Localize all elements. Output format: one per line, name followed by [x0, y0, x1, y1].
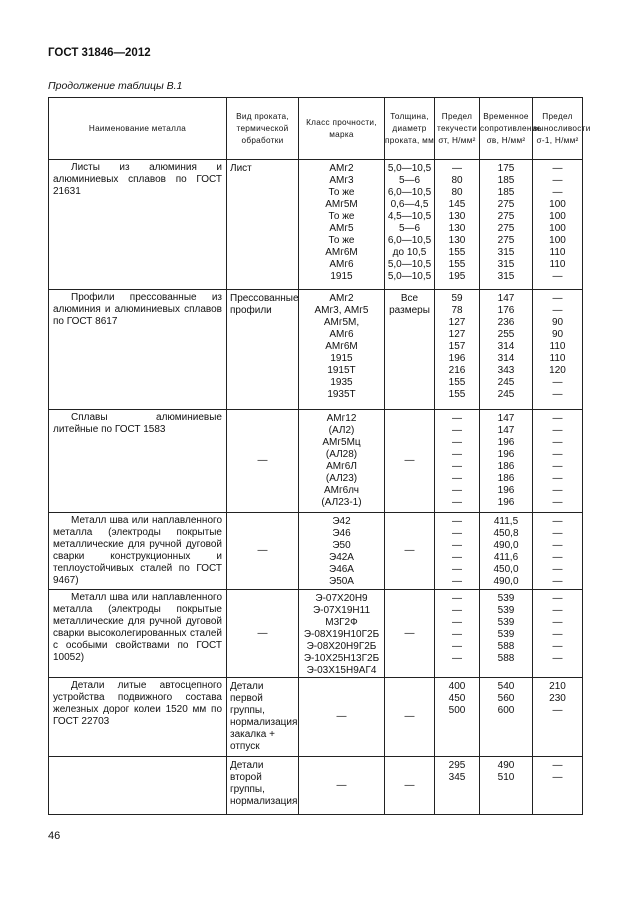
fatigue-value: 100 [549, 223, 566, 234]
grade-cell [299, 678, 385, 757]
thickness-value: 4,5—10,5 [387, 211, 432, 222]
metal-name-cell: Металл шва или наплавленного металла (электроды покрытые металлические для ручной дуговой сварки высоколегированных сталей с особыми свойствами по ГОСТ 10052) [49, 590, 227, 678]
grade-value: Э50 [332, 540, 351, 551]
yield-value: 127 [448, 329, 466, 340]
tensile-value: 450,0 [493, 564, 519, 575]
tensile-value: 539 [497, 629, 515, 640]
process-cell: — [227, 410, 299, 513]
yield-value: — [452, 413, 462, 424]
metal-name-cell: Листы из алюминия и алюминиевых сплавов по ГОСТ 21631 [49, 160, 227, 290]
grade-value: АМг3 [329, 175, 354, 186]
yield-value: — [452, 163, 462, 174]
fatigue-value: 230 [549, 693, 566, 704]
tensile-value: 588 [497, 641, 515, 652]
grade-value: (АЛ28) [325, 449, 358, 460]
tensile-value: 560 [497, 693, 515, 704]
yield-cell [435, 160, 480, 290]
yield-value: 155 [448, 247, 466, 258]
yield-value: — [452, 605, 462, 616]
table-row [49, 590, 583, 678]
header-yield: Предел текучести σт, Н/мм² [435, 98, 480, 160]
process-cell: Детали первой группы, нормализация закалка + отпуск [227, 678, 299, 757]
fatigue-value: — [552, 593, 563, 604]
grade-value: Э42А [329, 552, 354, 563]
yield-value: — [452, 593, 462, 604]
yield-value: — [452, 540, 462, 551]
fatigue-value: 110 [549, 341, 566, 352]
yield-value: — [452, 641, 462, 652]
tensile-value: 245 [497, 389, 515, 400]
metal-name-cell: Профили прессованные из алюминия и алюминиевых сплавов по ГОСТ 8617 [49, 290, 227, 410]
fatigue-value: — [552, 305, 563, 316]
grade-cell [299, 290, 385, 410]
tensile-value: 196 [497, 485, 515, 496]
fatigue-cell [533, 290, 583, 410]
thickness-value: 6,0—10,5 [387, 235, 432, 246]
fatigue-value: — [552, 552, 563, 563]
fatigue-value: — [552, 516, 563, 527]
grade-value: АМг6Л [326, 461, 357, 472]
tensile-value: 255 [497, 329, 515, 340]
fatigue-value: 100 [549, 235, 566, 246]
yield-value: 155 [448, 259, 466, 270]
table-row [49, 513, 583, 590]
table-row [49, 160, 583, 290]
yield-value: — [452, 437, 462, 448]
grade-value: Э-07Х20Н9 [315, 593, 368, 604]
tensile-value: 196 [497, 497, 515, 508]
grade-value: АМг6М [325, 247, 358, 258]
tensile-value: 147 [497, 425, 515, 436]
process-cell: — [227, 590, 299, 678]
grade-cell [299, 513, 385, 590]
yield-value: 196 [448, 353, 466, 364]
table-row [49, 757, 583, 815]
fatigue-value: — [552, 425, 563, 436]
grade-value: АМг6лч [323, 485, 360, 496]
fatigue-cell [533, 678, 583, 757]
tensile-value: 185 [497, 187, 515, 198]
grade-value: 1915 [330, 271, 353, 282]
grade-value: АМг5М [325, 199, 358, 210]
grade-value: АМг12 [326, 413, 357, 424]
fatigue-cell [533, 513, 583, 590]
fatigue-value: — [552, 413, 563, 424]
fatigue-value: — [552, 485, 563, 496]
tensile-cell [480, 678, 533, 757]
yield-value: 155 [448, 389, 466, 400]
yield-value: 130 [448, 211, 466, 222]
table-row [49, 410, 583, 513]
yield-value: 345 [448, 772, 466, 783]
tensile-value: 450,8 [493, 528, 519, 539]
thickness-value: — [404, 545, 415, 556]
properties-table [48, 97, 591, 815]
thickness-value: — [404, 779, 415, 791]
grade-value: (АЛ23) [325, 473, 358, 484]
metal-name-cell [49, 757, 227, 815]
header-fatigue: Предел выносливости σ-1, Н/мм² [533, 98, 583, 160]
yield-value: — [452, 552, 462, 563]
tensile-value: 176 [497, 305, 515, 316]
header-thickness: Толщина, диаметр проката, мм [385, 98, 435, 160]
grade-value: Э46А [329, 564, 354, 575]
thickness-cell [385, 590, 435, 678]
yield-value: 130 [448, 223, 466, 234]
tensile-value: 588 [497, 653, 515, 664]
grade-cell [299, 410, 385, 513]
fatigue-value: — [552, 772, 563, 783]
thickness-cell [385, 290, 435, 410]
fatigue-value: 110 [549, 247, 566, 258]
metal-name-cell: Сплавы алюминиевые литейные по ГОСТ 1583 [49, 410, 227, 513]
yield-value: 78 [451, 305, 463, 316]
tensile-value: 275 [497, 199, 515, 210]
fatigue-value: — [552, 473, 563, 484]
yield-cell [435, 678, 480, 757]
thickness-value: 5,0—10,5 [387, 259, 432, 270]
yield-value: — [452, 564, 462, 575]
fatigue-value: — [552, 497, 563, 508]
grade-value: 1915Т [327, 365, 356, 376]
fatigue-value: — [552, 293, 563, 304]
process-cell: Прессованные профили [227, 290, 299, 410]
fatigue-value: — [552, 175, 563, 186]
fatigue-value: 120 [549, 365, 566, 376]
grade-cell [299, 757, 385, 815]
fatigue-cell [533, 160, 583, 290]
grade-value: Э46 [332, 528, 351, 539]
yield-value: 500 [448, 705, 466, 716]
fatigue-value: — [552, 629, 563, 640]
yield-value: — [452, 629, 462, 640]
tensile-cell [480, 590, 533, 678]
fatigue-value: — [552, 271, 563, 282]
thickness-value: 6,0—10,5 [387, 187, 432, 198]
tensile-value: 245 [497, 377, 515, 388]
tensile-value: 315 [497, 259, 515, 270]
tensile-value: 147 [497, 413, 515, 424]
fatigue-value: 90 [551, 317, 564, 328]
thickness-value: 0,6—4,5 [390, 199, 429, 210]
thickness-value: — [404, 711, 415, 722]
header-metal-name: Наименование металла [49, 98, 227, 160]
tensile-value: 236 [497, 317, 515, 328]
table-caption: Продолжение таблицы В.1 [48, 80, 183, 92]
grade-value: (АЛ2) [328, 425, 355, 436]
tensile-value: 175 [497, 163, 515, 174]
grade-value: Э50А [329, 576, 354, 587]
thickness-value: — [404, 627, 415, 639]
tensile-value: 539 [497, 605, 515, 616]
tensile-value: 275 [497, 223, 515, 234]
grade-value: — [336, 711, 347, 722]
header-grade: Класс прочности, марка [299, 98, 385, 160]
fatigue-value: 100 [549, 199, 566, 210]
tensile-value: 186 [497, 473, 515, 484]
tensile-value: 539 [497, 593, 515, 604]
fatigue-value: — [552, 187, 563, 198]
tensile-value: 510 [497, 772, 515, 783]
fatigue-value: — [552, 760, 563, 771]
thickness-cell [385, 410, 435, 513]
tensile-value: 275 [497, 235, 515, 246]
grade-value: То же [328, 187, 355, 198]
tensile-value: 314 [497, 353, 515, 364]
yield-value: 400 [448, 681, 466, 692]
thickness-value: Все [400, 293, 419, 304]
tensile-cell [480, 410, 533, 513]
yield-value: 130 [448, 235, 466, 246]
process-cell: Детали второй группы, нормализация [227, 757, 299, 815]
grade-value: То же [328, 211, 355, 222]
process-cell: — [227, 513, 299, 590]
tensile-value: 196 [497, 437, 515, 448]
tensile-value: 540 [497, 681, 515, 692]
header-tensile: Временное сопротивление σв, Н/мм² [480, 98, 533, 160]
yield-value: — [452, 516, 462, 527]
grade-value: 1935Т [327, 389, 356, 400]
yield-cell [435, 513, 480, 590]
fatigue-value: — [552, 653, 563, 664]
yield-cell [435, 757, 480, 815]
yield-value: 80 [451, 175, 463, 186]
grade-value: Э-03Х15Н9АГ4 [306, 665, 377, 676]
tensile-value: 315 [497, 271, 515, 282]
thickness-value: 5,0—10,5 [387, 271, 432, 282]
yield-cell [435, 590, 480, 678]
yield-value: 195 [448, 271, 466, 282]
yield-value: — [452, 425, 462, 436]
tensile-value: 186 [497, 461, 515, 472]
grade-cell [299, 160, 385, 290]
thickness-value: 5,0—10,5 [387, 163, 432, 174]
fatigue-value: — [552, 605, 563, 616]
fatigue-value: — [552, 461, 563, 472]
thickness-value: до 10,5 [392, 247, 427, 258]
tensile-cell [480, 160, 533, 290]
process-cell: Лист [227, 160, 299, 290]
tensile-value: 539 [497, 617, 515, 628]
thickness-cell [385, 513, 435, 590]
grade-value: АМг5Мц [322, 437, 361, 448]
yield-value: — [452, 485, 462, 496]
grade-value: Э-08Х20Н9Г2Б [306, 641, 377, 652]
grade-value: АМг6 [329, 259, 354, 270]
header-process: Вид проката, термической обработки [227, 98, 299, 160]
grade-value: 1915 [330, 353, 353, 364]
yield-value: — [452, 653, 462, 664]
fatigue-value: — [552, 377, 563, 388]
fatigue-value: 210 [549, 681, 566, 692]
fatigue-value: — [552, 705, 563, 716]
page-number: 46 [48, 830, 61, 842]
grade-value: — [336, 779, 347, 791]
standard-header: ГОСТ 31846—2012 [48, 47, 151, 59]
grade-value: М3Г2Ф [325, 617, 358, 628]
fatigue-value: — [552, 617, 563, 628]
fatigue-value: — [552, 163, 563, 174]
grade-value: АМг5М, [323, 317, 360, 328]
tensile-value: 411,5 [493, 516, 519, 527]
thickness-value: размеры [389, 305, 430, 316]
thickness-value: — [404, 455, 415, 466]
yield-value: — [452, 617, 462, 628]
yield-cell [435, 410, 480, 513]
table-row [49, 290, 583, 410]
tensile-value: 411,6 [493, 552, 519, 563]
fatigue-value: — [552, 641, 563, 652]
yield-value: 216 [448, 365, 466, 376]
grade-value: (АЛ23-1) [321, 497, 362, 508]
tensile-value: 275 [497, 211, 515, 222]
yield-value: — [452, 528, 462, 539]
thickness-cell [385, 678, 435, 757]
yield-value: 145 [448, 199, 466, 210]
grade-value: АМг6 [329, 329, 354, 340]
fatigue-value: — [552, 540, 563, 551]
fatigue-value: 100 [549, 211, 566, 222]
yield-value: — [452, 473, 462, 484]
tensile-value: 343 [497, 365, 515, 376]
metal-name-cell: Металл шва или наплавленного металла (электроды покрытые металлические для ручной дуговой сварки конструкционных и теплоустойчивых сталей по ГОСТ 9467) [49, 513, 227, 590]
grade-value: Э-07Х19Н11 [312, 605, 371, 616]
fatigue-value: 110 [549, 353, 566, 364]
fatigue-value: — [552, 449, 563, 460]
tensile-value: 600 [497, 705, 515, 716]
grade-value: АМг2 [329, 163, 354, 174]
grade-value: АМг6М [325, 341, 358, 352]
grade-value: Э-08Х19Н10Г2Б [303, 629, 380, 640]
yield-value: — [452, 449, 462, 460]
tensile-value: 147 [497, 293, 515, 304]
tensile-cell [480, 513, 533, 590]
yield-value: 450 [448, 693, 466, 704]
fatigue-value: — [552, 389, 563, 400]
yield-value: — [452, 461, 462, 472]
grade-value: То же [328, 235, 355, 246]
yield-value: 80 [451, 187, 463, 198]
tensile-value: 490,0 [493, 540, 519, 551]
metal-name-cell: Детали литые автосцепного устройства подвижного состава железных дорог колеи 1520 мм по ГОСТ 22703 [49, 678, 227, 757]
tensile-value: 490 [497, 760, 515, 771]
fatigue-cell [533, 590, 583, 678]
yield-value: 157 [448, 341, 466, 352]
grade-value: АМг2 [329, 293, 354, 304]
fatigue-value: 90 [551, 329, 564, 340]
thickness-cell [385, 757, 435, 815]
yield-value: — [452, 576, 462, 587]
grade-value: Э-10Х25Н13Г2Б [303, 653, 380, 664]
fatigue-value: — [552, 437, 563, 448]
fatigue-value: 110 [549, 259, 566, 270]
table-header-row [49, 98, 583, 160]
grade-value: 1935 [330, 377, 353, 388]
grade-value: АМг3, АМг5 [314, 305, 369, 316]
yield-value: — [452, 497, 462, 508]
thickness-cell [385, 160, 435, 290]
tensile-value: 196 [497, 449, 515, 460]
fatigue-cell [533, 410, 583, 513]
thickness-value: 5—6 [398, 175, 421, 186]
thickness-value: 5—6 [398, 223, 421, 234]
grade-value: Э42 [332, 516, 351, 527]
fatigue-value: — [552, 564, 563, 575]
grade-cell [299, 590, 385, 678]
tensile-value: 185 [497, 175, 515, 186]
fatigue-cell [533, 757, 583, 815]
yield-value: 295 [448, 760, 466, 771]
tensile-cell [480, 757, 533, 815]
table-row [49, 678, 583, 757]
yield-value: 59 [451, 293, 463, 304]
tensile-cell [480, 290, 533, 410]
fatigue-value: — [552, 528, 563, 539]
tensile-value: 314 [497, 341, 515, 352]
yield-cell [435, 290, 480, 410]
yield-value: 127 [448, 317, 466, 328]
grade-value: АМг5 [329, 223, 354, 234]
yield-value: 155 [448, 377, 466, 388]
tensile-value: 315 [497, 247, 515, 258]
fatigue-value: — [552, 576, 563, 587]
tensile-value: 490,0 [493, 576, 519, 587]
